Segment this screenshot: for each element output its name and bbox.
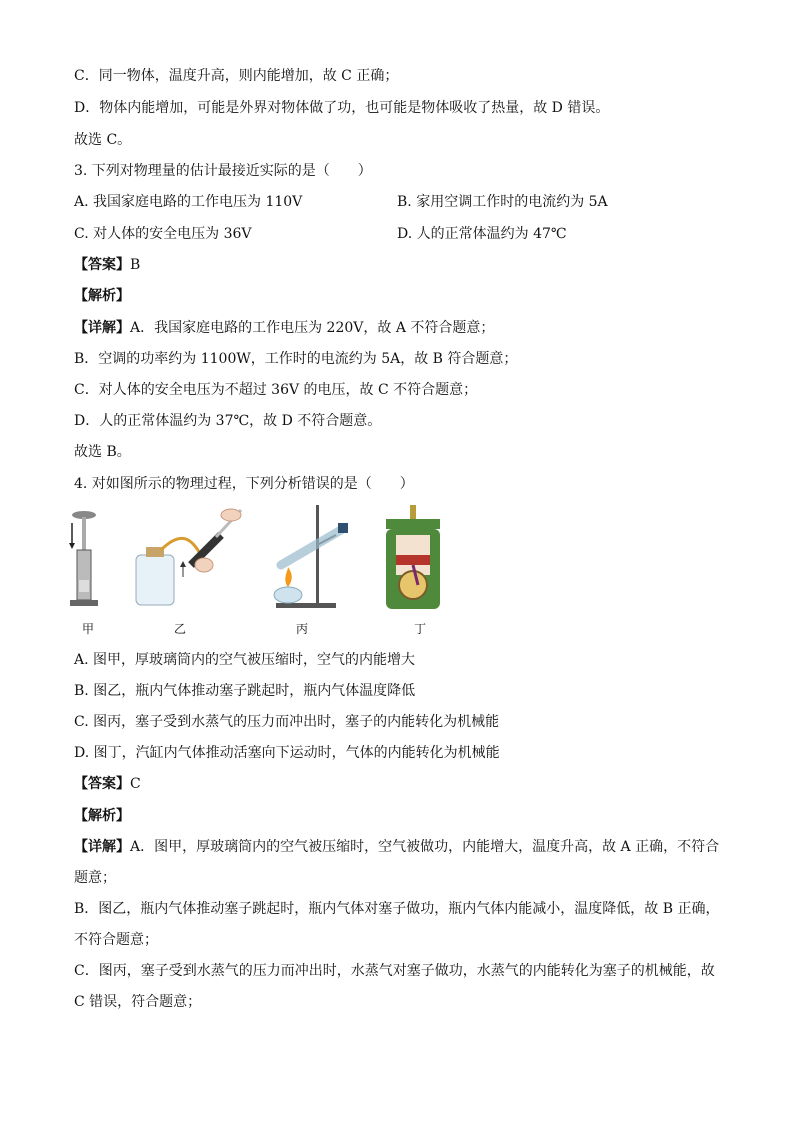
question-3-detail-c: C．对人体的安全电压为不超过 36V 的电压，故 C 不符合题意； [74, 382, 478, 398]
question-4-answer [74, 774, 141, 794]
question-3-detail-b: B．空调的功率约为 1100W，工作时的电流约为 5A，故 B 符合题意； [74, 351, 518, 367]
question-4-analysis-tag: 【解析】 [74, 808, 130, 824]
question-4-option-b: B. 图乙，瓶内气体推动塞子跳起时，瓶内气体温度降低 [74, 683, 416, 699]
figure-caption-yi: 乙 [174, 622, 187, 636]
question-3-detail-a [74, 318, 494, 338]
prev-option-d-text: D．物体内能增加，可能是外界对物体做了功，也可能是物体吸收了热量，故 D 错误。 [74, 100, 610, 116]
question-4-figures [66, 505, 466, 640]
question-3-detail-d: D．人的正常体温约为 37℃，故 D 不符合题意。 [74, 413, 382, 429]
answer-value: C [130, 776, 141, 792]
answer-tag: 【答案】 [74, 257, 130, 273]
question-4-detail-b: B．图乙，瓶内气体推动塞子跳起时，瓶内气体对塞子做功，瓶内气体内能减小，温度降低，故 B 正确，不符合题意； [74, 901, 720, 948]
question-4-option-a: A. 图甲，厚玻璃筒内的空气被压缩时，空气的内能增大 [74, 652, 416, 668]
question-3-answer [74, 255, 140, 275]
question-3-stem: 3. 下列对物理量的估计最接近实际的是（ ） [74, 163, 372, 179]
prev-choose-text: 故选 C。 [74, 132, 132, 148]
question-4-option-d: D. 图丁，汽缸内气体推动活塞向下运动时，气体的内能转化为机械能 [74, 745, 500, 761]
answer-tag: 【答案】 [74, 776, 130, 792]
question-4-detail-c: C．图丙，塞子受到水蒸气的压力而冲出时，水蒸气对塞子做功，水蒸气的内能转化为塞子的机械能，故 C 错误，符合题意； [74, 963, 715, 1010]
figure-caption-ding: 丁 [414, 622, 427, 636]
question-3-choose: 故选 B。 [74, 444, 131, 460]
answer-value: B [130, 257, 141, 273]
figure-caption-bing: 丙 [296, 622, 309, 636]
figure-jia-compression-cylinder [69, 511, 98, 606]
question-4-detail-a [74, 832, 724, 894]
question-3-option-a: A. 我国家庭电路的工作电压为 110V [74, 194, 303, 210]
question-3-option-d: D. 人的正常体温约为 47℃ [397, 226, 567, 242]
figure-bing-test-tube-burner [274, 505, 348, 608]
detail-tag: 【详解】 [74, 320, 130, 336]
question-3-option-c: C. 对人体的安全电压为 36V [74, 226, 252, 242]
figure-ding-engine-cylinder [386, 505, 440, 609]
question-3-option-b: B. 家用空调工作时的电流约为 5A [397, 194, 608, 210]
question-4-option-c: C. 图丙，塞子受到水蒸气的压力而冲出时，塞子的内能转化为机械能 [74, 714, 500, 730]
question-3-analysis-tag: 【解析】 [74, 288, 130, 304]
figure-caption-jia: 甲 [82, 622, 95, 636]
question-4-stem: 4. 对如图所示的物理过程，下列分析错误的是（ ） [74, 476, 414, 492]
detail-text: A．图甲，厚玻璃筒内的空气被压缩时，空气被做功，内能增大，温度升高，故 A 正确，不符合题意； [74, 839, 720, 886]
detail-tag: 【详解】 [74, 839, 130, 855]
detail-text: A．我国家庭电路的工作电压为 220V，故 A 不符合题意； [130, 320, 495, 336]
figure-yi-bottle-pump [136, 509, 241, 605]
prev-option-c-text: C．同一物体，温度升高，则内能增加，故 C 正确； [74, 68, 399, 84]
